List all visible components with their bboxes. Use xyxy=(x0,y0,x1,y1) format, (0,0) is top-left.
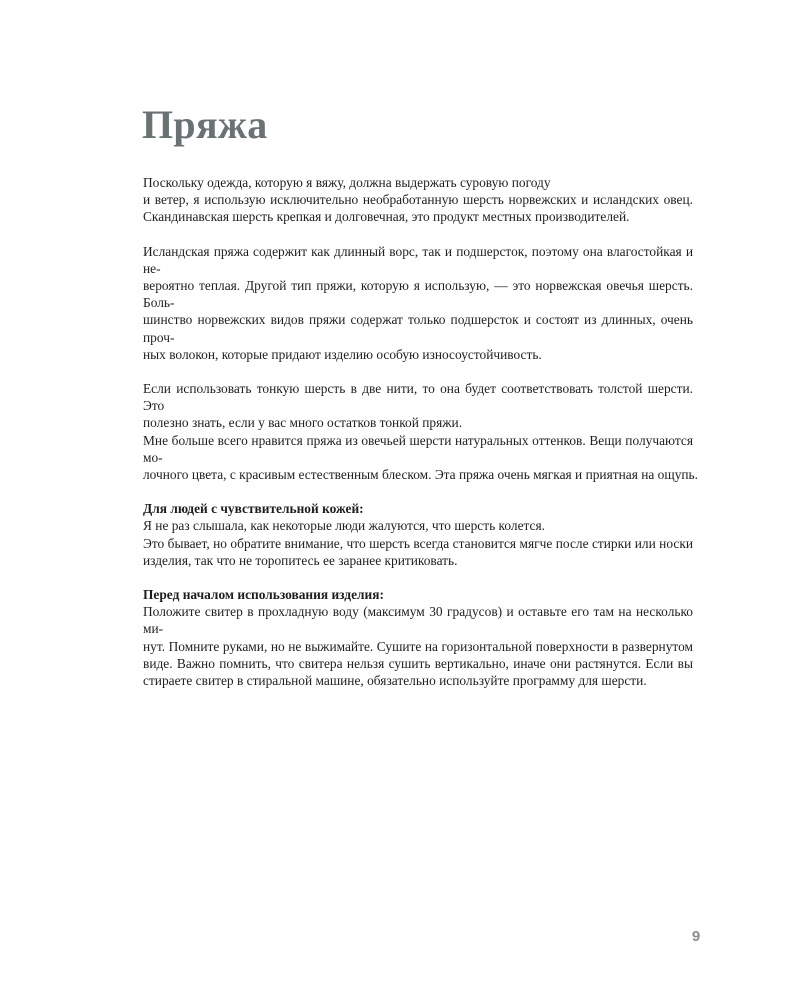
paragraph-wool-choice xyxy=(143,174,693,226)
section-heading: Перед началом использования изделия: xyxy=(143,587,384,603)
text-line: и ветер, я использую исключительно необработанную шерсть норвежских и исландских овец. xyxy=(143,192,693,208)
body-text xyxy=(143,174,699,706)
paragraph-icelandic-yarn xyxy=(143,243,693,363)
text-line: полезно знать, если у вас много остатков тонкой пряжи. xyxy=(143,415,463,431)
section-before-use xyxy=(143,586,693,689)
text-line: лочного цвета, с красивым естественным блеском. Эта пряжа очень мягкая и приятная на ощупь. xyxy=(143,467,699,483)
text-line: Скандинавская шерсть крепкая и долговечная, это продукт местных производителей. xyxy=(143,209,630,225)
text-line: виде. Важно помнить, что свитера нельзя сушить вертикально, иначе они растянутся. Если вы xyxy=(143,655,693,671)
text-line: ных волокон, которые придают изделию особую износоустойчивость. xyxy=(143,346,542,362)
text-line: вероятно теплая. Другой тип пряжи, которую я использую, — это норвежская овечья шерсть. Боль- xyxy=(143,278,693,311)
section-heading: Для людей с чувствительной кожей: xyxy=(143,501,364,517)
section-sensitive-skin xyxy=(143,500,693,569)
text-line: Это бывает, но обратите внимание, что шерсть всегда становится мягче после стирки или носки xyxy=(143,535,693,551)
text-line: нут. Помните руками, но не выжимайте. Сушите на горизонтальной поверхности в развернутом xyxy=(143,638,693,654)
page-title: Пряжа xyxy=(142,102,268,147)
text-line: изделия, так что не торопитесь ее заранее критиковать. xyxy=(143,552,458,568)
page-number: 9 xyxy=(691,928,701,945)
paragraph-thin-wool xyxy=(143,380,699,483)
text-line: Положите свитер в прохладную воду (максимум 30 градусов) и оставьте его там на несколько ми- xyxy=(143,604,693,637)
text-line: Мне больше всего нравится пряжа из овечьей шерсти натуральных оттенков. Вещи получаются мо- xyxy=(143,432,693,465)
text-line: Исландская пряжа содержит как длинный ворс, так и подшерсток, поэтому она влагостойкая и не- xyxy=(143,243,693,276)
text-line: Поскольку одежда, которую я вяжу, должна выдержать суровую погоду xyxy=(143,175,551,190)
text-line: шинство норвежских видов пряжи содержат только подшерсток и состоят из длинных, очень проч- xyxy=(143,312,693,345)
text-line: стираете свитер в стиральной машине, обязательно используйте программу для шерсти. xyxy=(143,673,647,689)
text-line: Если использовать тонкую шерсть в две нити, то она будет соответствовать толстой шерсти. Это xyxy=(143,381,693,414)
text-line: Я не раз слышала, как некоторые люди жалуются, что шерсть колется. xyxy=(143,518,545,534)
